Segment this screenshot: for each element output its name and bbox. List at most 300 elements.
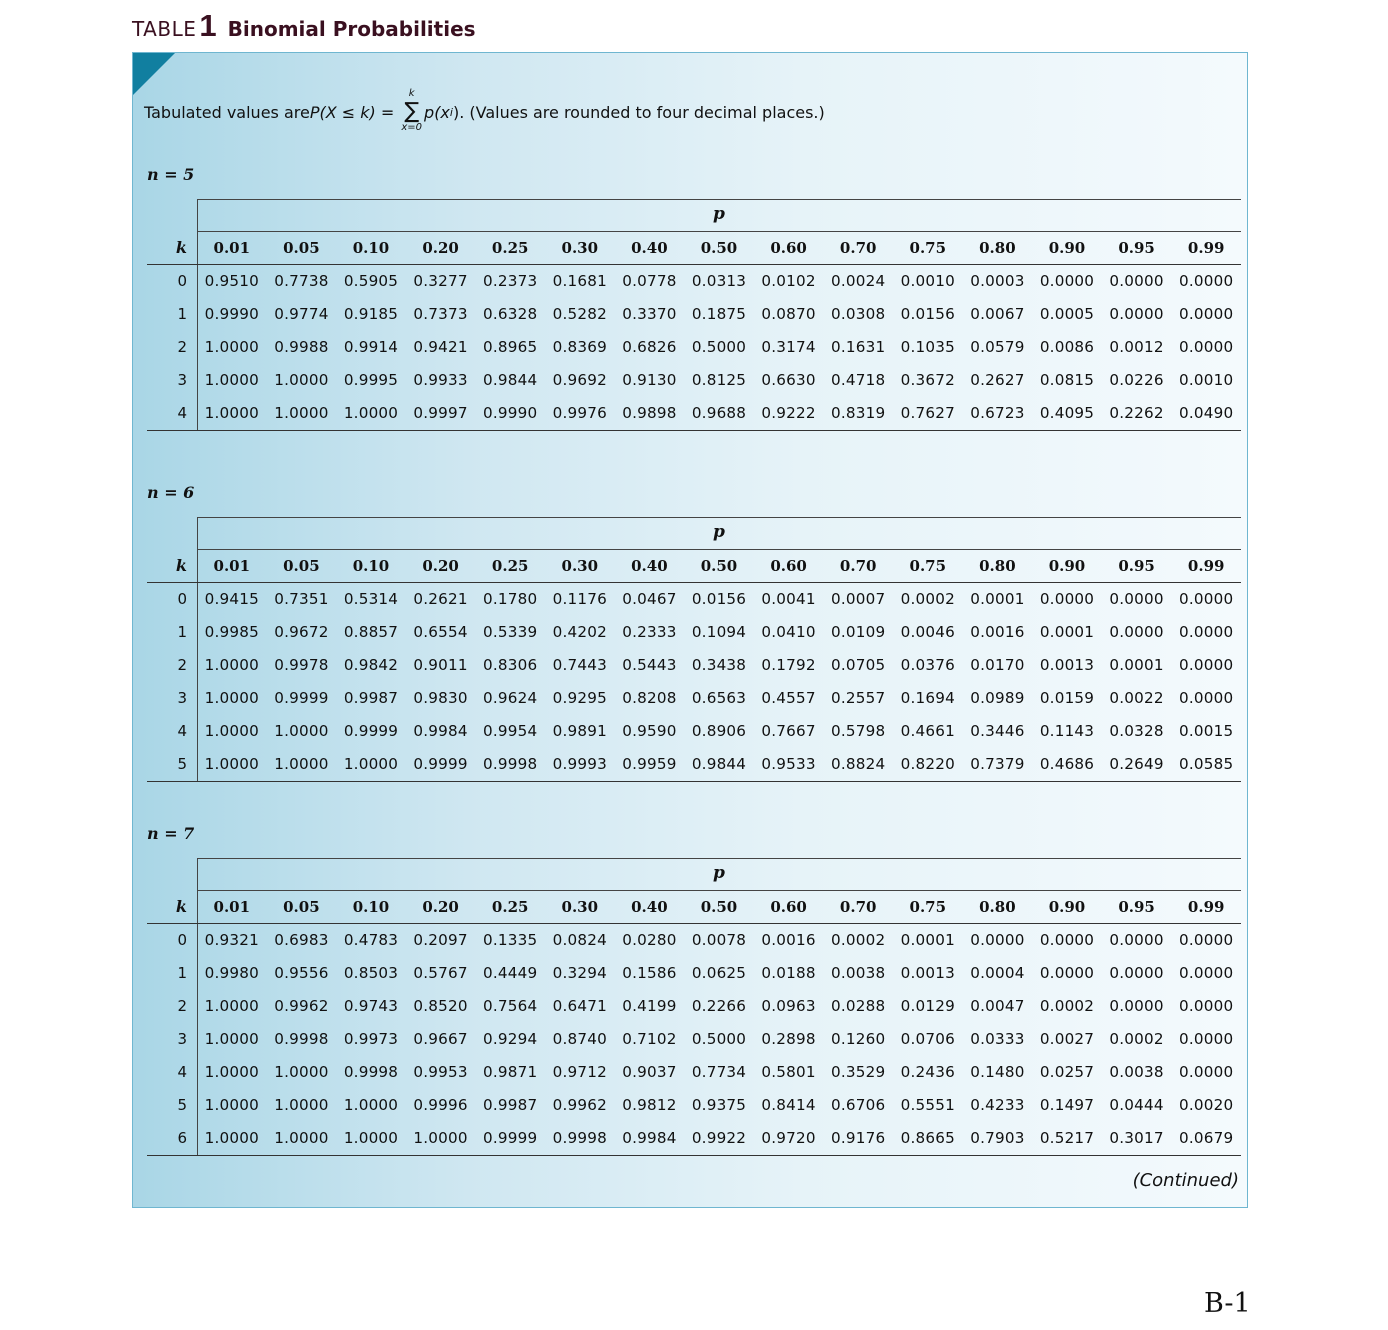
table-row [147,364,1241,397]
k-value: 5 [177,1096,187,1114]
probability-cell: 0.0000 [970,931,1025,949]
n-label: n = 6 [147,483,195,502]
probability-cell: 0.2436 [900,1063,955,1081]
table-row [147,1056,1241,1089]
probability-cell: 0.8965 [483,338,538,356]
k-value: 1 [177,623,187,641]
probability-cell: 1.0000 [413,1129,468,1147]
probability-cell: 0.0003 [970,272,1025,290]
description-suffix: . (Values are rounded to four decimal places.) [459,102,825,122]
probability-cell: 0.2557 [831,689,886,707]
probability-cell: 0.0005 [1039,305,1095,323]
probability-cell: 0.9998 [552,1129,607,1147]
probability-cell: 0.0000 [1109,997,1164,1015]
probability-cell: 0.4686 [1039,755,1095,773]
probability-cell: 0.1780 [483,590,538,608]
probability-cell: 0.2333 [622,623,677,641]
probability-cell: 0.8319 [831,404,886,422]
p-column-header: 0.90 [1048,239,1086,257]
probability-cell: 0.9743 [343,997,399,1015]
probability-cell: 0.5798 [831,722,886,740]
probability-cell: 1.0000 [343,1129,399,1147]
probability-cell: 0.9688 [691,404,747,422]
probability-cell: 0.0038 [1109,1063,1164,1081]
table-row [147,583,1241,616]
probability-cell: 0.9987 [343,689,399,707]
probability-cell: 1.0000 [204,722,259,740]
probability-cell: 0.0824 [552,931,607,949]
probability-cell: 0.0000 [1109,931,1164,949]
p-column-header: 0.01 [213,557,251,575]
description-equals: = [375,102,400,122]
p-axis-label: p [713,863,725,883]
probability-cell: 0.6471 [552,997,607,1015]
probability-cell: 0.0188 [761,964,816,982]
probability-cell: 0.9962 [552,1096,607,1114]
probability-cell: 1.0000 [204,997,259,1015]
k-value: 3 [177,689,187,707]
probability-cell: 0.9624 [483,689,538,707]
probability-cell: 0.0001 [970,590,1025,608]
probability-cell: 0.0013 [900,964,955,982]
probability-cell: 0.0444 [1109,1096,1164,1114]
probability-cell: 0.0156 [691,590,747,608]
probability-cell: 0.0585 [1179,755,1234,773]
p-column-header: 0.20 [422,557,459,575]
probability-cell: 0.0015 [1179,722,1234,740]
probability-cell: 0.2898 [761,1030,816,1048]
probability-cell: 0.4783 [343,931,399,949]
probability-cell: 0.3017 [1109,1129,1164,1147]
k-value: 3 [177,371,187,389]
probability-cell: 0.1335 [483,931,538,949]
probability-cell: 1.0000 [204,1129,259,1147]
probability-cell: 0.9037 [622,1063,677,1081]
probability-cell: 0.8306 [483,656,538,674]
probability-cell: 0.9692 [552,371,607,389]
k-value: 1 [177,305,187,323]
probability-cell: 0.0016 [970,623,1025,641]
probability-cell: 0.9984 [622,1129,677,1147]
probability-cell: 0.3446 [970,722,1025,740]
probability-cell: 0.9973 [343,1030,399,1048]
probability-cell: 0.8906 [691,722,747,740]
probability-cell: 0.0041 [761,590,816,608]
probability-cell: 0.9962 [274,997,329,1015]
probability-cell: 0.7443 [552,656,607,674]
probability-cell: 0.0000 [1179,656,1234,674]
k-value: 4 [177,1063,187,1081]
probability-cell: 0.9998 [483,755,538,773]
probability-cell: 0.9871 [483,1063,538,1081]
p-column-header: 0.90 [1048,557,1086,575]
p-column-header: 0.80 [979,557,1016,575]
probability-cell: 0.0328 [1109,722,1164,740]
probability-cell: 0.0679 [1179,1129,1234,1147]
table-number: 1 [199,8,217,43]
k-value: 6 [177,1129,187,1147]
p-column-header: 0.05 [283,557,320,575]
probability-cell: 0.5314 [343,590,399,608]
probability-cell: 0.0000 [1109,272,1164,290]
probability-cell: 1.0000 [274,1096,329,1114]
probability-cell: 0.0000 [1039,931,1095,949]
probability-cell: 0.6826 [622,338,677,356]
p-column-header: 0.90 [1048,898,1086,916]
page-number: B-1 [1204,1288,1251,1319]
probability-cell: 0.9294 [483,1030,538,1048]
probability-cell: 0.9533 [761,755,816,773]
probability-cell: 1.0000 [204,338,259,356]
probability-cell: 0.9510 [204,272,259,290]
probability-cell: 0.0013 [1039,656,1095,674]
probability-cell: 0.9891 [552,722,607,740]
probability-cell: 0.9976 [552,404,607,422]
probability-cell: 0.0870 [761,305,816,323]
probability-cell: 0.2621 [413,590,468,608]
probability-cell: 0.0010 [1179,371,1234,389]
p-column-header: 0.40 [631,898,668,916]
p-axis-label: p [713,522,725,542]
probability-cell: 0.0129 [900,997,955,1015]
summand: p(x [424,102,450,122]
p-column-header: 0.25 [491,557,529,575]
probability-cell: 0.9321 [204,931,259,949]
probability-cell: 0.8520 [413,997,468,1015]
probability-cell: 0.9997 [413,404,468,422]
probability-cell: 0.7373 [413,305,468,323]
probability-cell: 0.9987 [483,1096,538,1114]
probability-cell: 0.5767 [413,964,468,982]
probability-cell: 0.0333 [970,1030,1025,1048]
probability-cell: 1.0000 [204,689,259,707]
probability-cell: 0.0963 [761,997,816,1015]
probability-cell: 0.7903 [970,1129,1025,1147]
p-column-header: 0.80 [979,239,1016,257]
probability-cell: 0.0000 [1179,272,1234,290]
probability-cell: 0.0001 [1039,623,1095,641]
probability-cell: 0.9898 [622,404,677,422]
probability-cell: 0.3370 [622,305,677,323]
table-row [147,957,1241,990]
header-row [147,232,1241,265]
probability-cell: 0.1176 [552,590,607,608]
probability-cell: 0.9999 [343,722,399,740]
table-row [147,331,1241,364]
probability-cell: 1.0000 [204,1096,259,1114]
probability-cell: 0.9999 [274,689,329,707]
probability-cell: 0.7738 [274,272,329,290]
table-row [147,748,1241,781]
probability-cell: 0.0376 [900,656,955,674]
probability-cell: 0.9998 [343,1063,399,1081]
p-column-header: 0.70 [839,557,877,575]
probability-cell: 0.6554 [413,623,468,641]
probability-cell: 0.0046 [900,623,955,641]
probability-cell: 0.4199 [622,997,677,1015]
probability-cell: 0.7667 [761,722,816,740]
probability-cell: 1.0000 [343,404,399,422]
table-row [147,1089,1241,1122]
probability-cell: 0.2262 [1109,404,1164,422]
probability-cell: 0.9996 [413,1096,468,1114]
probability-cell: 0.0000 [1179,689,1234,707]
p-column-header: 0.50 [700,557,738,575]
probability-cell: 0.9998 [274,1030,329,1048]
probability-cell: 0.9999 [483,1129,538,1147]
probability-cell: 0.3277 [413,272,468,290]
probability-cell: 0.0109 [831,623,886,641]
p-column-header: 0.30 [561,898,599,916]
probability-cell: 0.9830 [413,689,468,707]
p-axis-label: p [713,204,725,224]
probability-table [147,858,1241,1157]
probability-cell: 0.0170 [970,656,1025,674]
probability-cell: 0.6983 [274,931,329,949]
probability-cell: 0.2373 [483,272,538,290]
n-label: n = 7 [147,824,195,843]
probability-cell: 0.9844 [691,755,747,773]
probability-cell: 0.0022 [1109,689,1164,707]
probability-cell: 0.0308 [831,305,886,323]
probability-cell: 0.4718 [831,371,886,389]
probability-cell: 0.0410 [761,623,816,641]
probability-cell: 0.3672 [900,371,955,389]
p-column-header: 0.01 [213,239,251,257]
probability-cell: 0.4202 [552,623,607,641]
probability-cell: 0.0280 [622,931,677,949]
probability-cell: 0.5282 [552,305,607,323]
probability-cell: 1.0000 [204,404,259,422]
summation-symbol [401,89,422,135]
probability-cell: 0.8665 [900,1129,955,1147]
probability-cell: 0.3529 [831,1063,886,1081]
p-column-header: 0.70 [839,898,877,916]
probability-cell: 0.0000 [1179,623,1234,641]
k-value: 1 [177,964,187,982]
probability-cell: 0.0000 [1109,590,1164,608]
p-column-header: 0.01 [213,898,251,916]
n-label: n = 5 [147,165,195,184]
k-column-header: k [175,556,187,575]
probability-cell: 0.0016 [761,931,816,949]
probability-cell: 1.0000 [204,371,259,389]
probability-cell: 1.0000 [343,1096,399,1114]
probability-cell: 0.8414 [761,1096,816,1114]
p-column-header: 0.70 [839,239,877,257]
probability-cell: 0.1586 [622,964,677,982]
table-bottom-rule [147,430,1241,431]
table-panel [132,52,1248,1208]
probability-cell: 0.0000 [1179,338,1234,356]
p-column-header: 0.10 [352,557,390,575]
k-column-header: k [175,897,187,916]
probability-cell: 0.0257 [1039,1063,1095,1081]
k-value: 2 [177,997,187,1015]
probability-cell: 0.0490 [1179,404,1234,422]
probability-cell: 0.1875 [691,305,747,323]
p-column-header: 0.99 [1187,239,1225,257]
probability-cell: 0.8125 [691,371,747,389]
probability-cell: 0.5551 [900,1096,955,1114]
table-row [147,298,1241,331]
k-column-header: k [175,238,187,257]
probability-cell: 0.1497 [1039,1096,1095,1114]
probability-cell: 0.7627 [900,404,955,422]
table-bottom-rule [147,781,1241,782]
probability-cell: 1.0000 [274,755,329,773]
probability-cell: 0.5339 [483,623,538,641]
probability-cell: 0.4661 [900,722,955,740]
p-column-header: 0.60 [770,898,807,916]
probability-cell: 0.9959 [622,755,677,773]
probability-cell: 0.9590 [622,722,677,740]
probability-cell: 0.2627 [970,371,1025,389]
p-column-header: 0.25 [491,239,529,257]
p-column-header: 0.20 [422,239,459,257]
probability-cell: 0.0012 [1109,338,1164,356]
probability-cell: 0.9421 [413,338,468,356]
p-column-header: 0.95 [1118,239,1155,257]
p-column-header: 0.50 [700,898,738,916]
p-column-header: 0.99 [1187,898,1225,916]
table-row [147,1023,1241,1056]
p-column-header: 0.75 [909,239,947,257]
probability-cell: 0.9985 [204,623,259,641]
probability-cell: 0.0020 [1179,1096,1234,1114]
probability-cell: 1.0000 [204,656,259,674]
table-row [147,265,1241,298]
probability-cell: 0.9176 [831,1129,886,1147]
k-value: 2 [177,656,187,674]
probability-cell: 0.9672 [274,623,329,641]
probability-cell: 0.0156 [900,305,955,323]
probability-cell: 0.5443 [622,656,677,674]
table-title [132,8,476,44]
probability-cell: 1.0000 [274,722,329,740]
probability-cell: 0.1480 [970,1063,1025,1081]
probability-cell: 0.1792 [761,656,816,674]
p-column-header: 0.75 [909,557,947,575]
p-column-header: 0.95 [1118,557,1155,575]
k-value: 3 [177,1030,187,1048]
probability-table [147,517,1241,783]
probability-cell: 0.0002 [1109,1030,1164,1048]
probability-cell: 0.0000 [1109,623,1164,641]
probability-cell: 0.9914 [343,338,399,356]
probability-cell: 0.9720 [761,1129,816,1147]
sigma-glyph: ∑ [404,99,420,124]
p-column-header: 0.05 [283,239,320,257]
p-column-header: 0.75 [909,898,947,916]
probability-cell: 0.0705 [831,656,886,674]
probability-cell: 0.1094 [691,623,747,641]
probability-cell: 0.0002 [831,931,886,949]
probability-cell: 0.3174 [761,338,816,356]
probability-cell: 0.6328 [483,305,538,323]
k-value: 5 [177,755,187,773]
probability-cell: 0.9812 [622,1096,677,1114]
probability-cell: 0.1681 [552,272,607,290]
table-row [147,397,1241,430]
probability-cell: 0.8740 [552,1030,607,1048]
probability-cell: 0.0313 [691,272,747,290]
probability-cell: 0.0038 [831,964,886,982]
p-column-header: 0.95 [1118,898,1155,916]
probability-cell: 1.0000 [274,371,329,389]
probability-cell: 0.9844 [483,371,538,389]
probability-cell: 0.4449 [483,964,538,982]
p-column-header: 0.99 [1187,557,1225,575]
probability-cell: 0.9185 [343,305,399,323]
p-column-header: 0.50 [700,239,738,257]
p-column-header: 0.40 [631,239,668,257]
probability-cell: 0.0159 [1039,689,1095,707]
probability-cell: 0.8208 [622,689,677,707]
table-word: TABLE [132,17,197,41]
probability-cell: 0.5000 [691,1030,747,1048]
probability-cell: 0.9222 [761,404,816,422]
probability-cell: 0.0007 [831,590,886,608]
probability-cell: 0.0001 [1109,656,1164,674]
probability-cell: 0.8857 [343,623,399,641]
probability-cell: 0.9933 [413,371,468,389]
probability-cell: 0.0000 [1039,590,1095,608]
probability-cell: 0.0000 [1179,997,1234,1015]
probability-cell: 0.9990 [483,404,538,422]
probability-cell: 0.8503 [343,964,399,982]
k-value: 0 [177,590,187,608]
probability-cell: 0.9130 [622,371,677,389]
probability-cell: 0.0467 [622,590,677,608]
k-value: 4 [177,722,187,740]
table-row [147,649,1241,682]
probability-cell: 0.8369 [552,338,607,356]
table-name: Binomial Probabilities [227,17,476,41]
probability-cell: 0.7102 [622,1030,677,1048]
probability-cell: 0.2266 [691,997,747,1015]
probability-cell: 0.9995 [343,371,399,389]
probability-cell: 0.5217 [1039,1129,1095,1147]
k-value: 4 [177,404,187,422]
probability-cell: 0.9415 [204,590,259,608]
header-row [147,550,1241,583]
probability-cell: 0.9978 [274,656,329,674]
probability-cell: 0.7351 [274,590,329,608]
header-row [147,891,1241,924]
probability-cell: 0.9980 [204,964,259,982]
probability-cell: 0.0027 [1039,1030,1095,1048]
table-bottom-rule [147,1155,1241,1156]
probability-cell: 0.2649 [1109,755,1164,773]
probability-cell: 0.7734 [691,1063,747,1081]
p-column-header: 0.25 [491,898,529,916]
sum-upper-limit: k [408,88,415,99]
probability-cell: 0.9954 [483,722,538,740]
probability-cell: 0.0000 [1179,931,1234,949]
probability-cell: 0.5000 [691,338,747,356]
table-row [147,990,1241,1023]
probability-cell: 0.0000 [1109,964,1164,982]
probability-cell: 0.0000 [1179,590,1234,608]
probability-cell: 0.6723 [970,404,1025,422]
probability-cell: 0.0815 [1039,371,1095,389]
probability-cell: 0.1694 [900,689,955,707]
probability-cell: 0.0000 [1039,272,1095,290]
table-row [147,682,1241,715]
probability-cell: 0.0000 [1039,964,1095,982]
p-column-header: 0.10 [352,239,390,257]
